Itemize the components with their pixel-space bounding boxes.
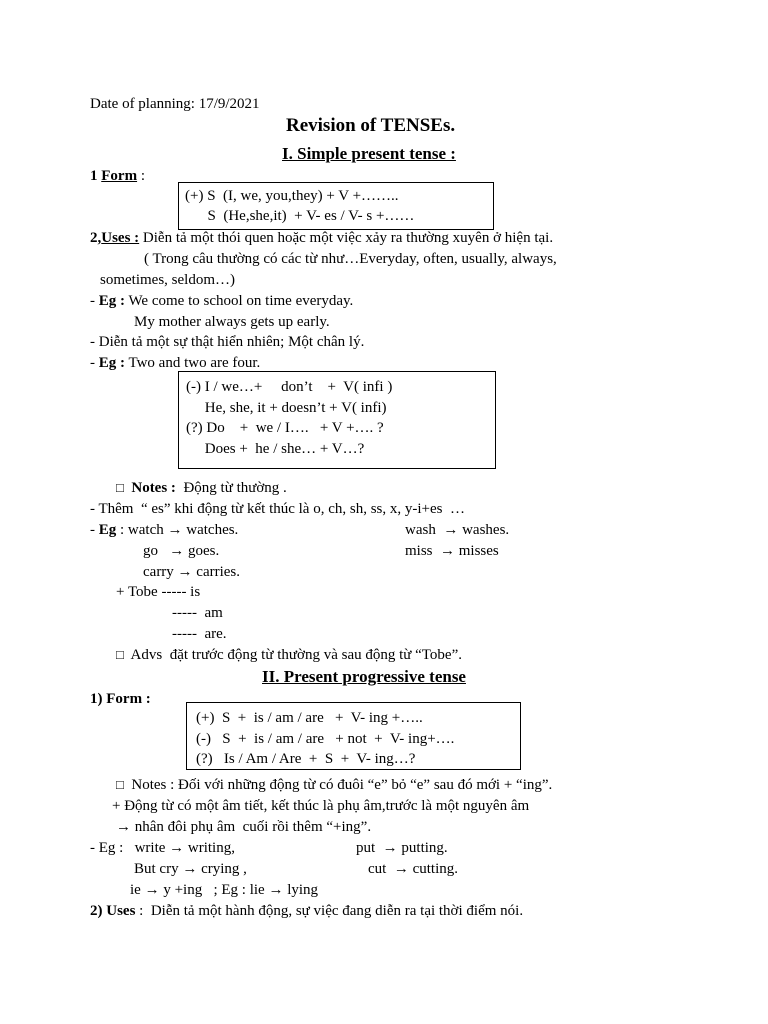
prog-box-line-1: (+) S + is / am / are + V- ing +….. bbox=[196, 710, 423, 726]
rule-line-1: + Động từ có một âm tiết, kết thúc là phụ âm,trước là một nguyên âm bbox=[112, 798, 530, 814]
example-miss: miss → misses bbox=[405, 543, 499, 559]
form-box-line-1: (+) S (I, we, you,they) + V +…….. bbox=[185, 188, 399, 204]
example-cry: But cry → crying , bbox=[134, 861, 247, 877]
tobe-is: + Tobe ----- is bbox=[116, 584, 201, 600]
notes-label: Notes : bbox=[131, 480, 176, 496]
form-number: 1 bbox=[90, 691, 98, 707]
date-of-planning: Date of planning: 17/9/2021 bbox=[90, 96, 260, 112]
neg-box-line-2: He, she, it + doesn’t + V( infi) bbox=[186, 400, 387, 416]
note-box-icon: □ bbox=[116, 647, 124, 662]
eg-label: Eg : bbox=[98, 355, 125, 371]
tobe-are: ----- are. bbox=[172, 626, 227, 642]
section1-heading: I. Simple present tense : bbox=[282, 144, 456, 163]
eg-text: We come to school on time everyday. bbox=[125, 293, 354, 309]
notes-line bbox=[116, 479, 287, 497]
eg-dash: - bbox=[90, 355, 99, 371]
advs-text: Advs đặt trước động từ thường và sau động từ “Tobe”. bbox=[130, 647, 462, 663]
prog-box-line-3: (?) Is / Am / Are + S + V- ing…? bbox=[196, 751, 416, 767]
eg-text: : watch → watches. bbox=[116, 522, 239, 538]
eg-label: Eg : bbox=[98, 293, 125, 309]
section2-heading: II. Present progressive tense bbox=[262, 667, 466, 686]
note-box-icon: □ bbox=[116, 777, 124, 792]
uses-line bbox=[90, 229, 553, 247]
notes-text: Động từ thường . bbox=[175, 480, 287, 496]
uses-number: 2 bbox=[90, 903, 98, 919]
form-colon: : bbox=[137, 168, 145, 184]
notes-line-2 bbox=[116, 776, 552, 794]
form-box-line-2: S (He,she,it) + V- es / V- s +…… bbox=[185, 208, 415, 224]
truth-line: - Diễn tả một sự thật hiển nhiên; Một chân lý. bbox=[90, 334, 365, 350]
example-go: go → goes. bbox=[143, 543, 220, 559]
prog-box-line-2: (-) S + is / am / are + not + V- ing+…. bbox=[196, 731, 455, 747]
neg-box-line-1: (-) I / we…+ don’t + V( infi ) bbox=[186, 379, 393, 395]
example-write: - Eg : write → writing, bbox=[90, 840, 235, 856]
uses-line-2: ( Trong câu thường có các từ như…Everyday, often, usually, always, bbox=[144, 251, 557, 267]
rule-line-2: → nhân đôi phụ âm cuối rồi thêm “+ing”. bbox=[116, 819, 372, 835]
example-lie: ie → y +ing ; Eg : lie → lying bbox=[130, 882, 319, 898]
note-box-icon: □ bbox=[116, 480, 124, 495]
form-label: ) Form : bbox=[97, 691, 151, 707]
form-line-2 bbox=[90, 690, 151, 708]
form-label: Form bbox=[101, 168, 138, 184]
uses-line-2-section bbox=[90, 902, 523, 920]
neg-box-line-4: Does + he / she… + V…? bbox=[186, 441, 365, 457]
notes-text: Notes : Đối với những động từ có đuôi “e” bỏ “e” sau đó mới + “ing”. bbox=[131, 777, 553, 793]
uses-label: ) Uses bbox=[97, 903, 136, 919]
form-line bbox=[90, 167, 145, 185]
eg-dash: - bbox=[90, 293, 99, 309]
example-put: put → putting. bbox=[356, 840, 448, 856]
tobe-am: ----- am bbox=[172, 605, 223, 621]
neg-box-line-3: (?) Do + we / I…. + V +…. ? bbox=[186, 420, 384, 436]
example-cut: cut → cutting. bbox=[368, 861, 458, 877]
advs-line bbox=[116, 646, 462, 664]
example-1-line-2: My mother always gets up early. bbox=[134, 314, 330, 330]
form-number: 1 bbox=[90, 168, 98, 184]
example-carry: carry → carries. bbox=[143, 564, 241, 580]
them-es-line: - Thêm “ es” khi động từ kết thúc là o, ch, sh, ss, x, y-i+es … bbox=[90, 501, 465, 517]
eg-label: Eg bbox=[98, 522, 117, 538]
uses-text: Diễn tả một thói quen hoặc một việc xảy ra thường xuyên ở hiện tại. bbox=[139, 230, 554, 246]
eg-dash: - bbox=[90, 522, 99, 538]
uses-prefix: 2, bbox=[90, 230, 102, 246]
example-2 bbox=[90, 354, 260, 372]
eg-text: Two and two are four. bbox=[125, 355, 261, 371]
uses-label: Uses : bbox=[101, 230, 140, 246]
uses-line-3: sometimes, seldom…) bbox=[100, 272, 235, 288]
example-1 bbox=[90, 292, 353, 310]
example-wash: wash → washes. bbox=[405, 522, 510, 538]
uses-text: : Diễn tả một hành động, sự việc đang diễn ra tại thời điểm nói. bbox=[135, 903, 524, 919]
page-title: Revision of TENSEs. bbox=[286, 115, 456, 136]
example-3 bbox=[90, 521, 238, 539]
